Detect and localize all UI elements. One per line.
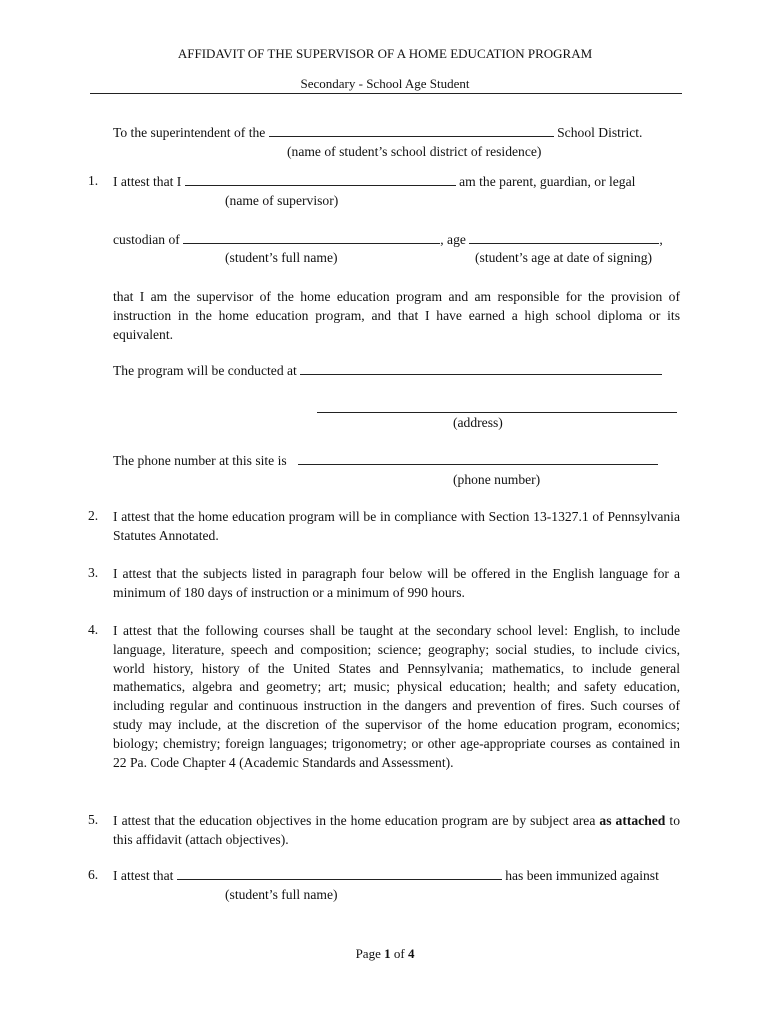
program-address-field[interactable] [300, 362, 662, 375]
item-5-text [113, 812, 680, 850]
custodian-prefix: custodian of [113, 232, 180, 247]
header-rule [90, 93, 682, 94]
program-address-field-2[interactable] [317, 400, 677, 413]
phone-label: The phone number at this site is [113, 453, 287, 468]
student-age-caption: (student’s age at date of signing) [475, 250, 653, 265]
item-5-text-before: I attest that the education objectives in the home education program are by subject area [113, 813, 600, 828]
intro-prefix: To the superintendent of the [113, 125, 266, 140]
item-2-number: 2. [88, 508, 99, 523]
page-current: 1 [384, 946, 391, 961]
program-location-line [113, 362, 662, 379]
address-caption: (address) [453, 415, 503, 430]
custodian-line [113, 231, 663, 248]
item-5-number: 5. [88, 812, 99, 827]
item-1-number: 1. [88, 173, 99, 188]
page-of-word: of [393, 946, 405, 961]
item-1-suffix: am the parent, guardian, or legal [459, 174, 636, 189]
page-indicator [0, 946, 770, 962]
item-6-number: 6. [88, 867, 99, 882]
page-word: Page [355, 946, 381, 961]
student-name-caption: (student’s full name) [225, 250, 338, 265]
immunized-student-field[interactable] [177, 867, 502, 880]
phone-number-field[interactable] [298, 452, 658, 465]
item-6-suffix: has been immunized against [505, 868, 659, 883]
document-title: AFFIDAVIT OF THE SUPERVISOR OF A HOME EDUCATION PROGRAM [177, 46, 593, 61]
item-1-line [113, 173, 635, 190]
school-district-field[interactable] [269, 124, 554, 137]
item-5-bold: as attached [599, 813, 666, 828]
supervisor-name-field[interactable] [185, 173, 456, 186]
item-4-number: 4. [88, 622, 99, 637]
phone-line [113, 452, 658, 469]
supervisor-caption: (name of supervisor) [225, 193, 339, 208]
item-3-number: 3. [88, 565, 99, 580]
intro-suffix: School District. [557, 125, 643, 140]
item-1-prefix: I attest that I [113, 174, 182, 189]
item-6-line [113, 867, 659, 884]
phone-caption: (phone number) [453, 472, 541, 487]
item-3-text: I attest that the subjects listed in paragraph four below will be offered in the English language for a minimum of 180 days of instruction or a minimum of 990 hours. [113, 566, 680, 600]
item-5-text-after: to this affidavit (attach objectives). [113, 813, 680, 847]
item-6-caption: (student’s full name) [225, 887, 338, 902]
item-6-prefix: I attest that [113, 868, 174, 883]
item-2-text: I attest that the home education program will be in compliance with Section 13-1327.1 of Pennsylvania Statutes Annotated. [113, 509, 680, 543]
item-4-text: I attest that the following courses shall be taught at the secondary school level: English, to include language, literature, speech and composition; science; geography; social studies, to include civics, world history, history of the United States and Pennsylvania; mathematics, to include general mathematics, algebra and geometry; art; music; physical education; health; and safety education, including regular and continuous instruction in the dangers and prevention of fires. Such courses of study may include, at the discretion of the supervisor of the home education program, economics; biology; chemistry; foreign languages; trigonometry; or other age-appropriate courses as contained in 22 Pa. Code Chapter 4 (Academic Standards and Assessment). [113, 623, 680, 770]
page-total: 4 [407, 946, 415, 961]
age-label: , age [440, 232, 466, 247]
school-district-caption: (name of student’s school district of residence) [287, 144, 542, 159]
document-subtitle: Secondary - School Age Student [300, 76, 470, 91]
student-age-field[interactable] [469, 231, 659, 244]
student-name-field[interactable] [183, 231, 440, 244]
age-comma: , [659, 232, 663, 247]
intro-line [113, 124, 642, 141]
program-location-label: The program will be conducted at [113, 363, 297, 378]
supervisor-statement: that I am the supervisor of the home education program and am responsible for the provision of instruction in the home education program, and that I have earned a high school diploma or its equivalent. [113, 289, 680, 342]
